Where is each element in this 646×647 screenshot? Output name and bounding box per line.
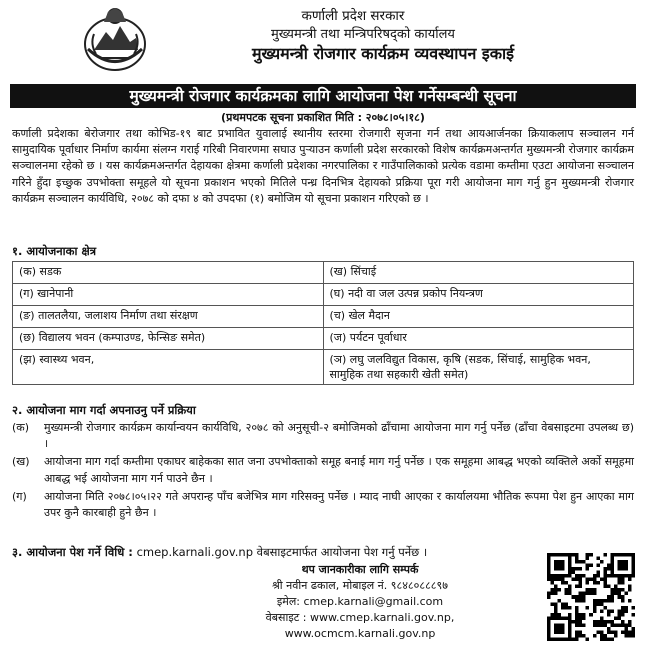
intro-paragraph: कर्णाली प्रदेशका बेरोजगार तथा कोभिड-१९ बाट प्रभावित युवालाई स्थानीय स्तरमा रोजगारी सृजना गर्न तथा आयआर्जनका क्रियाकलाप सञ्चालन गर्न सामुदायिक पूर्वाधार निर्माण कार्यमा संलग्न गराई गरिबी निवारणमा सघाउ पुऱ्याउन कर्णाली प्रदेश सरकारको विशेष कार्यक्रमअन्तर्गत मुख्यमन्त्री रोजगार कार्यक्रम सञ्चालनमा रहेको छ । यस कार्यक्रमअन्तर्गत देहायका क्षेत्रमा कर्णाली प्रदेशका नगरपालिका र गाउँपालिकाको प्रत्येक वडामा कम्तीमा एउटा आयोजना सञ्चालन गरिने हुँदा इच्छुक उपभोक्ता समूहले यो सूचना प्रकाशन भएको मितिले पन्ध्र दिनभित्र देहायको प्रक्रिया पूरा गरी आयोजना माग गर्नु हुन मुख्यमन्त्री रोजगार कार्यक्रम सञ्चालन कार्यविधि, २०७८ को दफा ४ को उपदफा (१) बमोजिम यो सूचना प्रकाशन गरिएको छ । — [12, 127, 634, 205]
table-row — [13, 350, 634, 385]
project-area-cell: (ञ) लघु जलविद्युत विकास, कृषि (सडक, सिंचाई, सामुहिक भवन, सामुहिक तथा सहकारी खेती समेत) — [323, 350, 634, 385]
table-row — [13, 284, 634, 306]
section-project-areas-title: १. आयोजनाका क्षेत्र — [12, 244, 97, 258]
procedure-text: आयोजना मिति २०७८।०५।२२ गते अपरान्ह पाँच बजेभित्र माग गरिसक्नु पर्नेछ । म्याद नाघी आएका र कार्यालयमा भौतिक रूपमा पेश हुन आएका माग उपर कुनै कारबाही हुने छैन । — [44, 489, 634, 520]
table-row — [13, 262, 634, 284]
header — [0, 0, 646, 84]
table-row — [13, 328, 634, 350]
project-area-cell: (ङ) तालतलैया, जलाशय निर्माण तथा संरक्षण — [13, 306, 324, 328]
procedure-list — [12, 420, 634, 523]
contact-email: इमेल: cmep.karnali@gmail.com — [276, 595, 444, 608]
submission-method — [12, 545, 427, 560]
submission-method-label: ३. आयोजना पेश गर्ने विधि : — [12, 545, 133, 559]
list-item — [12, 489, 634, 521]
project-area-cell: (झ) स्वास्थ्य भवन, — [13, 350, 324, 385]
section-procedure-title: २. आयोजना माग गर्दा अपनाउनु पर्ने प्रक्रिया — [12, 403, 196, 417]
project-area-cell: (च) खेल मैदान — [323, 306, 634, 328]
contact-title: थप जानकारीका लागि सम्पर्क — [301, 563, 419, 576]
project-area-cell: (घ) नदी वा जल उत्पन्न प्रकोप नियन्त्रण — [323, 284, 634, 306]
project-area-cell: (क) सडक — [13, 262, 324, 284]
procedure-text: मुख्यमन्त्री रोजगार कार्यक्रम कार्यान्वयन कार्यविधि, २०७८ को अनुसूची-२ बमोजिमको ढाँचामा आयोजना माग गर्नु पर्नेछ (ढाँचा वेबसाइटमा उपलब्ध छ) । — [44, 421, 634, 451]
contact-website: वेबसाइट : www.cmep.karnali.gov.np, www.ocmcm.karnali.gov.np — [265, 611, 455, 640]
procedure-label: (ख) — [12, 455, 30, 469]
procedure-label: (क) — [12, 421, 30, 434]
project-areas-table — [12, 261, 634, 385]
contact-block — [210, 562, 510, 642]
project-area-cell: (ग) खानेपानी — [13, 284, 324, 306]
notice-title: मुख्यमन्त्री रोजगार कार्यक्रमका लागि आयोजना पेश गर्नेसम्बन्धी सूचना — [10, 84, 636, 108]
procedure-text: आयोजना माग गर्दा कम्तीमा एकाघर बाहेकका सात जना उपभोक्ताको समूह बनाई माग गर्नु पर्नेछ । एक समूहमा आबद्ध भएको व्यक्तिले अर्को समूहमा आबद्ध भई आयोजना माग गर्न पाउने छैन । — [44, 455, 634, 485]
submission-method-text: cmep.karnali.gov.np वेबसाइटमार्फत आयोजना पेश गर्नु पर्नेछ । — [136, 545, 428, 559]
project-area-cell: (ख) सिंचाई — [323, 262, 634, 284]
table-row — [13, 306, 634, 328]
qr-code-icon — [547, 553, 635, 641]
project-area-cell: (ज) पर्यटन पूर्वाधार — [323, 328, 634, 350]
header-unit: मुख्यमन्त्री रोजगार कार्यक्रम व्यवस्थापन इकाई — [251, 44, 515, 63]
project-area-cell: (छ) विद्यालय भवन (कम्पाउण्ड, फेन्सिङ समेत) — [13, 328, 324, 350]
header-office: मुख्यमन्त्री तथा मन्त्रिपरिषद्को कार्यालय — [271, 27, 455, 42]
first-publish-date: (प्रथमपटक सूचना प्रकाशित मिति : २०७८।०५।१८) — [221, 111, 425, 124]
procedure-label: (ग) — [12, 489, 27, 503]
header-government: कर्णाली प्रदेश सरकार — [301, 8, 405, 24]
list-item — [12, 454, 634, 486]
list-item — [12, 420, 634, 452]
contact-person: श्री नवीन ढकाल, मोबाइल नं. ९८४८०८८८९७ — [272, 579, 448, 592]
